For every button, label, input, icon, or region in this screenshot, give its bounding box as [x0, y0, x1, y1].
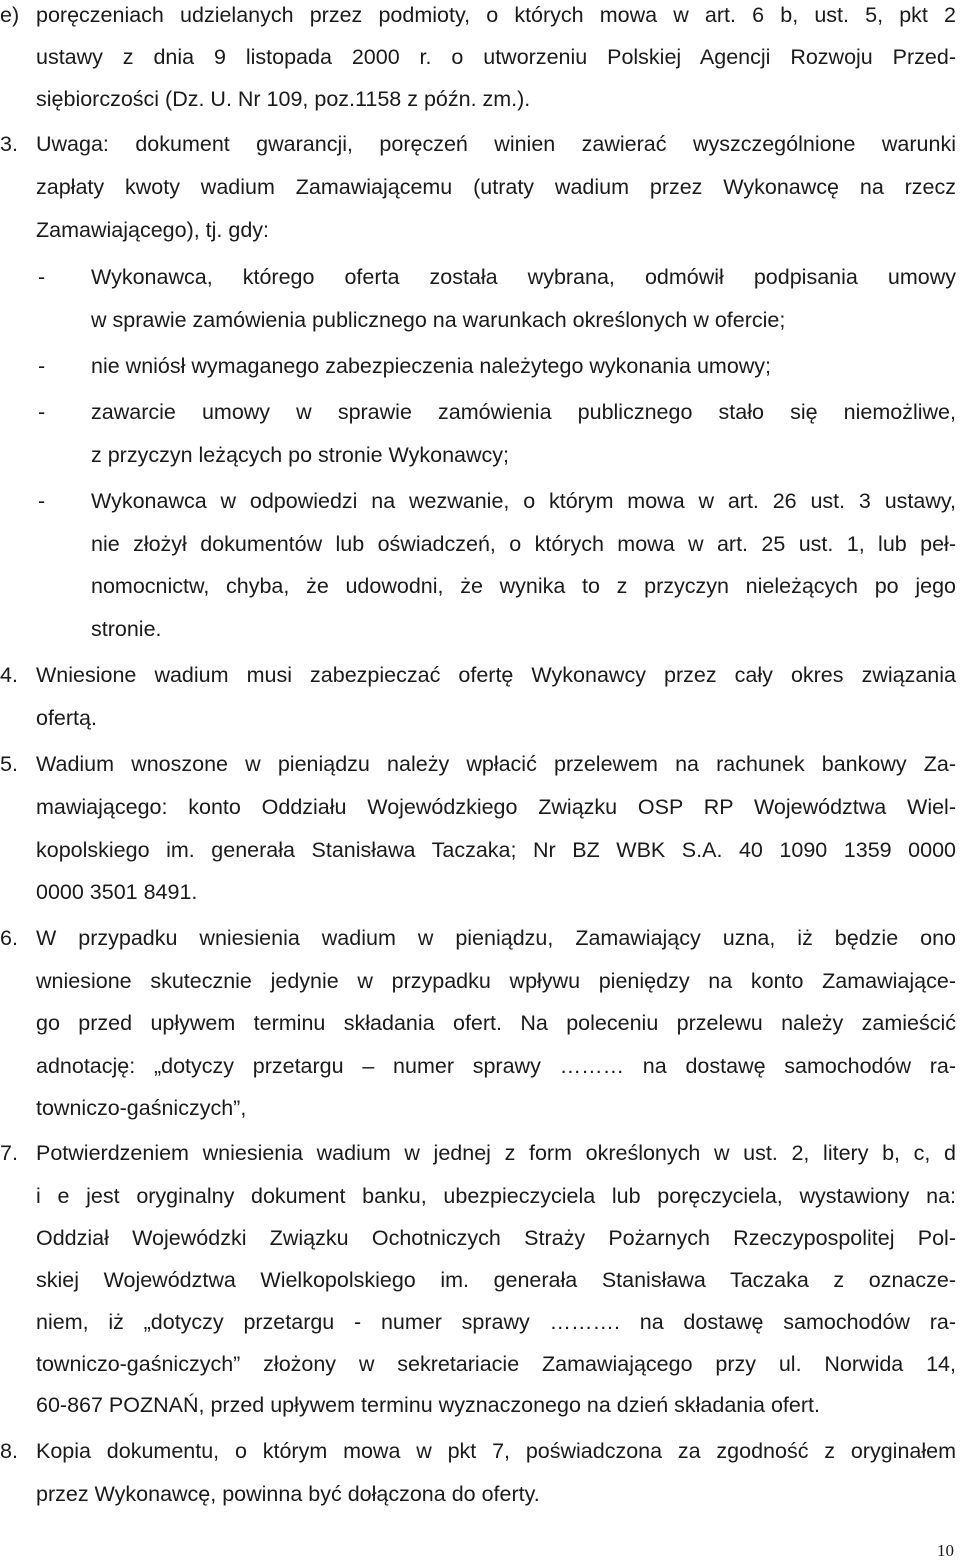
- paragraph-line: przez Wykonawcę, powinna być dołączona do oferty.: [36, 1482, 540, 1506]
- paragraph-line: Zamawiającego), tj. gdy:: [36, 218, 270, 242]
- paragraph-line: niem, iż „dotyczy przetargu - numer sprawy ………. na dostawę samochodów ra-: [36, 1310, 956, 1334]
- paragraph-line: zapłaty kwoty wadium Zamawiającemu (utraty wadium przez Wykonawcę na rzecz: [36, 175, 956, 199]
- paragraph-line: towniczo-gaśniczych” złożony w sekretariacie Zamawiającego przy ul. Norwida 14,: [36, 1352, 956, 1376]
- paragraph-line: Uwaga: dokument gwarancji, poręczeń winien zawierać wyszczególnione warunki: [36, 132, 956, 156]
- paragraph-line: 0000 3501 8491.: [36, 880, 198, 904]
- paragraph-line: skiej Województwa Wielkopolskiego im. generała Stanisława Taczaka z oznacze-: [36, 1268, 956, 1292]
- paragraph-line: i e jest oryginalny dokument banku, ubezpieczyciela lub poręczyciela, wystawiony na:: [36, 1184, 956, 1208]
- list-dash: -: [38, 265, 46, 289]
- list-item-line: zawarcie umowy w sprawie zamówienia publicznego stało się niemożliwe,: [91, 400, 956, 424]
- paragraph-line: Kopia dokumentu, o którym mowa w pkt 7, poświadczona za zgodność z oryginałem: [36, 1439, 956, 1463]
- paragraph-line: go przed upływem terminu składania ofert. Na poleceniu przelewu należy zamieścić: [36, 1011, 956, 1035]
- list-item-line: stronie.: [91, 617, 162, 641]
- paragraph-line: poręczeniach udzielanych przez podmioty, o których mowa w art. 6 b, ust. 5, pkt 2: [36, 3, 956, 27]
- paragraph-line: kopolskiego im. generała Stanisława Taczaka; Nr BZ WBK S.A. 40 1090 1359 0000: [36, 838, 956, 862]
- paragraph-line: wniesione skutecznie jedynie w przypadku wpływu pieniędzy na konto Zamawiające-: [36, 969, 956, 993]
- list-item-line: nie złożył dokumentów lub oświadczeń, o których mowa w art. 25 ust. 1, lub peł-: [91, 532, 956, 556]
- paragraph-line: ustawy z dnia 9 listopada 2000 r. o utworzeniu Polskiej Agencji Rozwoju Przed-: [36, 45, 956, 69]
- paragraph-line: Wadium wnoszone w pieniądzu należy wpłacić przelewem na rachunek bankowy Za-: [36, 752, 956, 776]
- paragraph-line: 60-867 POZNAŃ, przed upływem terminu wyznaczonego na dzień składania ofert.: [36, 1393, 820, 1417]
- list-dash: -: [38, 489, 46, 513]
- paragraph-line: ofertą.: [36, 706, 97, 730]
- list-item-line: nomocnictw, chyba, że udowodni, że wynika to z przyczyn nieleżących po jego: [91, 574, 956, 598]
- item-label: 6.: [0, 926, 18, 950]
- item-label: e): [0, 3, 20, 27]
- paragraph-line: adnotację: „dotyczy przetargu – numer sprawy ……… na dostawę samochodów ra-: [36, 1054, 956, 1078]
- list-dash: -: [38, 400, 46, 424]
- item-label: 3.: [0, 132, 18, 156]
- paragraph-line: mawiającego: konto Oddziału Wojewódzkiego Związku OSP RP Województwa Wiel-: [36, 795, 956, 819]
- list-item-line: Wykonawca, którego oferta została wybrana, odmówił podpisania umowy: [91, 265, 956, 289]
- paragraph-line: Potwierdzeniem wniesienia wadium w jednej z form określonych w ust. 2, litery b, c, d: [36, 1141, 956, 1165]
- list-item-line: nie wniósł wymaganego zabezpieczenia należytego wykonania umowy;: [91, 354, 772, 378]
- page-number: 10: [937, 1541, 954, 1560]
- item-label: 4.: [0, 663, 18, 687]
- list-item-line: w sprawie zamówienia publicznego na warunkach określonych w ofercie;: [91, 308, 786, 332]
- paragraph-line: Oddział Wojewódzki Związku Ochotniczych Straży Pożarnych Rzeczypospolitej Pol-: [36, 1226, 956, 1250]
- item-label: 7.: [0, 1141, 18, 1165]
- paragraph-line: towniczo-gaśniczych”,: [36, 1096, 247, 1120]
- item-label: 8.: [0, 1439, 18, 1463]
- list-item-line: z przyczyn leżących po stronie Wykonawcy;: [91, 443, 510, 467]
- paragraph-line: W przypadku wniesienia wadium w pieniądzu, Zamawiający uzna, iż będzie ono: [36, 926, 956, 950]
- list-item-line: Wykonawca w odpowiedzi na wezwanie, o którym mowa w art. 26 ust. 3 ustawy,: [91, 489, 956, 513]
- paragraph-line: siębiorczości (Dz. U. Nr 109, poz.1158 z późn. zm.).: [36, 87, 531, 111]
- item-label: 5.: [0, 752, 18, 776]
- paragraph-line: Wniesione wadium musi zabezpieczać ofertę Wykonawcy przez cały okres związania: [36, 663, 956, 687]
- list-dash: -: [38, 354, 46, 378]
